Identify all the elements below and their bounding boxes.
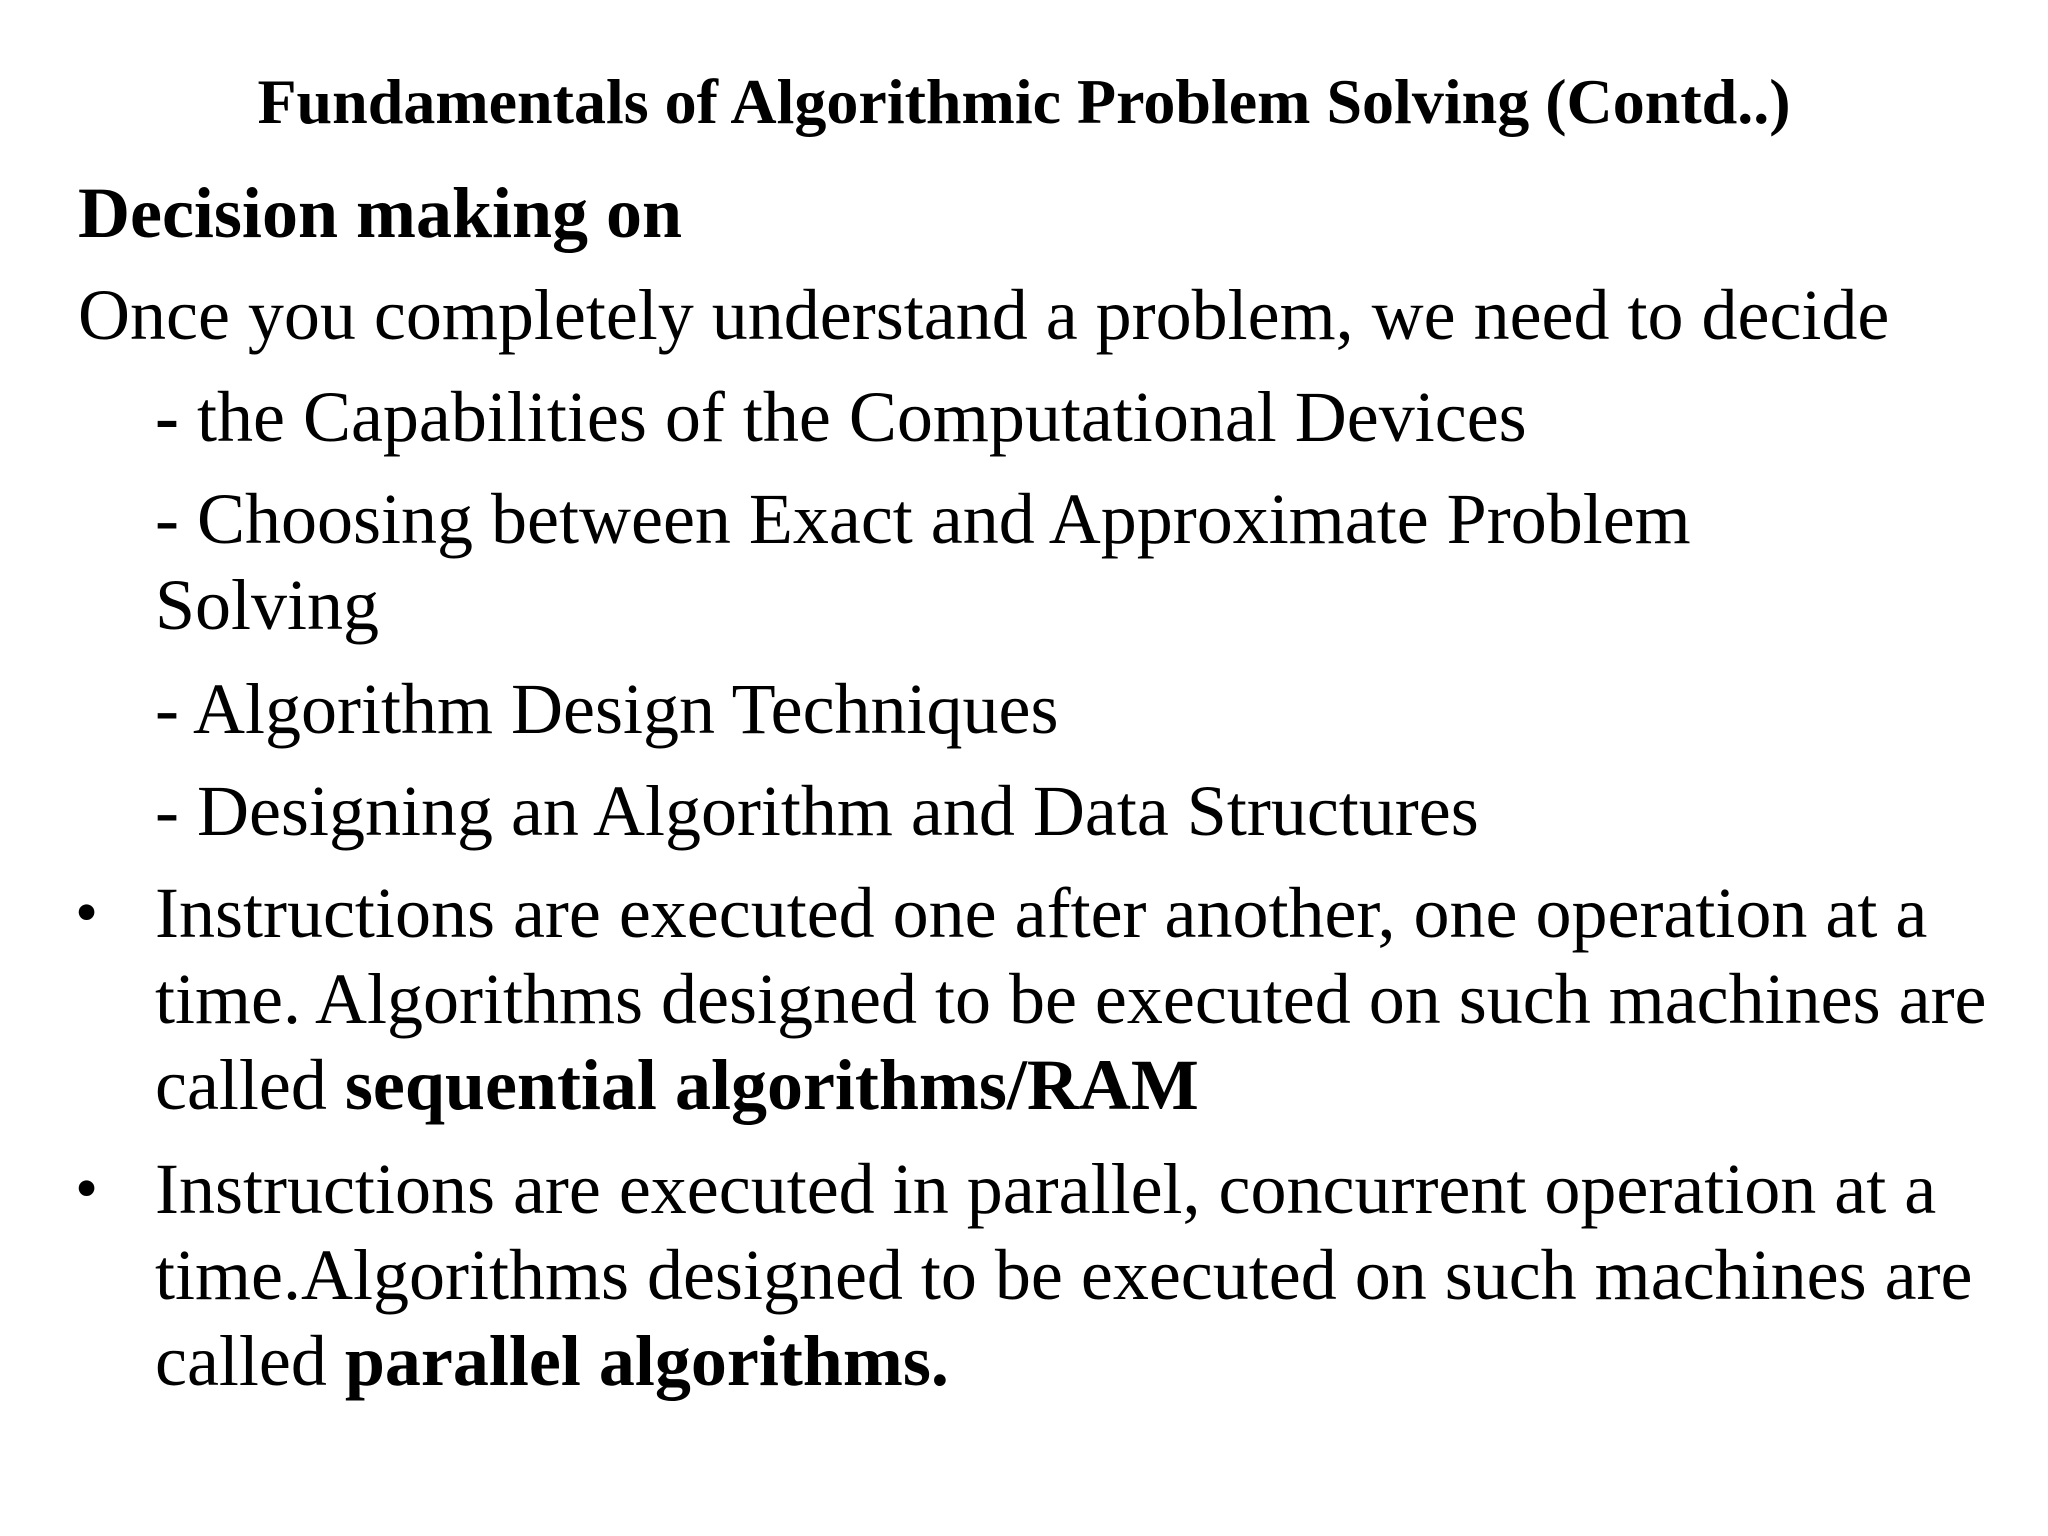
bullet-text-line-3 bbox=[155, 1042, 2015, 1128]
list-item-data-structures: - Designing an Algorithm and Data Structures bbox=[155, 771, 1479, 851]
bullet-text-line-3 bbox=[155, 1318, 2015, 1404]
dash-marker: - bbox=[155, 377, 179, 457]
list-item-design-techniques: - Algorithm Design Techniques bbox=[155, 669, 1059, 749]
section-heading: Decision making on bbox=[78, 173, 683, 253]
bullet-text-line-2: time. Algorithms designed to be executed on such machines are bbox=[155, 959, 1987, 1039]
slide-title: Fundamentals of Algorithmic Problem Solving (Contd..) bbox=[257, 66, 1791, 137]
list-item-text-line-1: - Choosing between Exact and Approximate Problem bbox=[155, 479, 1691, 559]
bullet-parallel bbox=[75, 1146, 2015, 1404]
bullet-marker: • bbox=[75, 876, 99, 949]
bullet-bold-term: parallel algorithms. bbox=[344, 1321, 949, 1401]
bullet-text-prefix: called bbox=[155, 1321, 345, 1401]
list-item-text: the Capabilities of the Computational Devices bbox=[178, 377, 1527, 457]
list-item-capabilities bbox=[155, 374, 1527, 460]
bullet-bold-term: sequential algorithms/RAM bbox=[344, 1045, 1199, 1125]
bullet-sequential bbox=[75, 870, 2015, 1128]
bullet-text-prefix: called bbox=[155, 1045, 345, 1125]
bullet-marker: • bbox=[75, 1152, 99, 1225]
bullet-text-line-1: Instructions are executed one after another, one operation at a bbox=[155, 873, 1928, 953]
list-item-exact-approximate bbox=[155, 476, 1691, 648]
bullet-text-line-2: time.Algorithms designed to be executed on such machines are bbox=[155, 1235, 1973, 1315]
bullet-text-line-1: Instructions are executed in parallel, concurrent operation at a bbox=[155, 1149, 1937, 1229]
list-item-text-line-2: Solving bbox=[155, 565, 380, 645]
intro-text: Once you completely understand a problem, we need to decide bbox=[78, 275, 1890, 355]
